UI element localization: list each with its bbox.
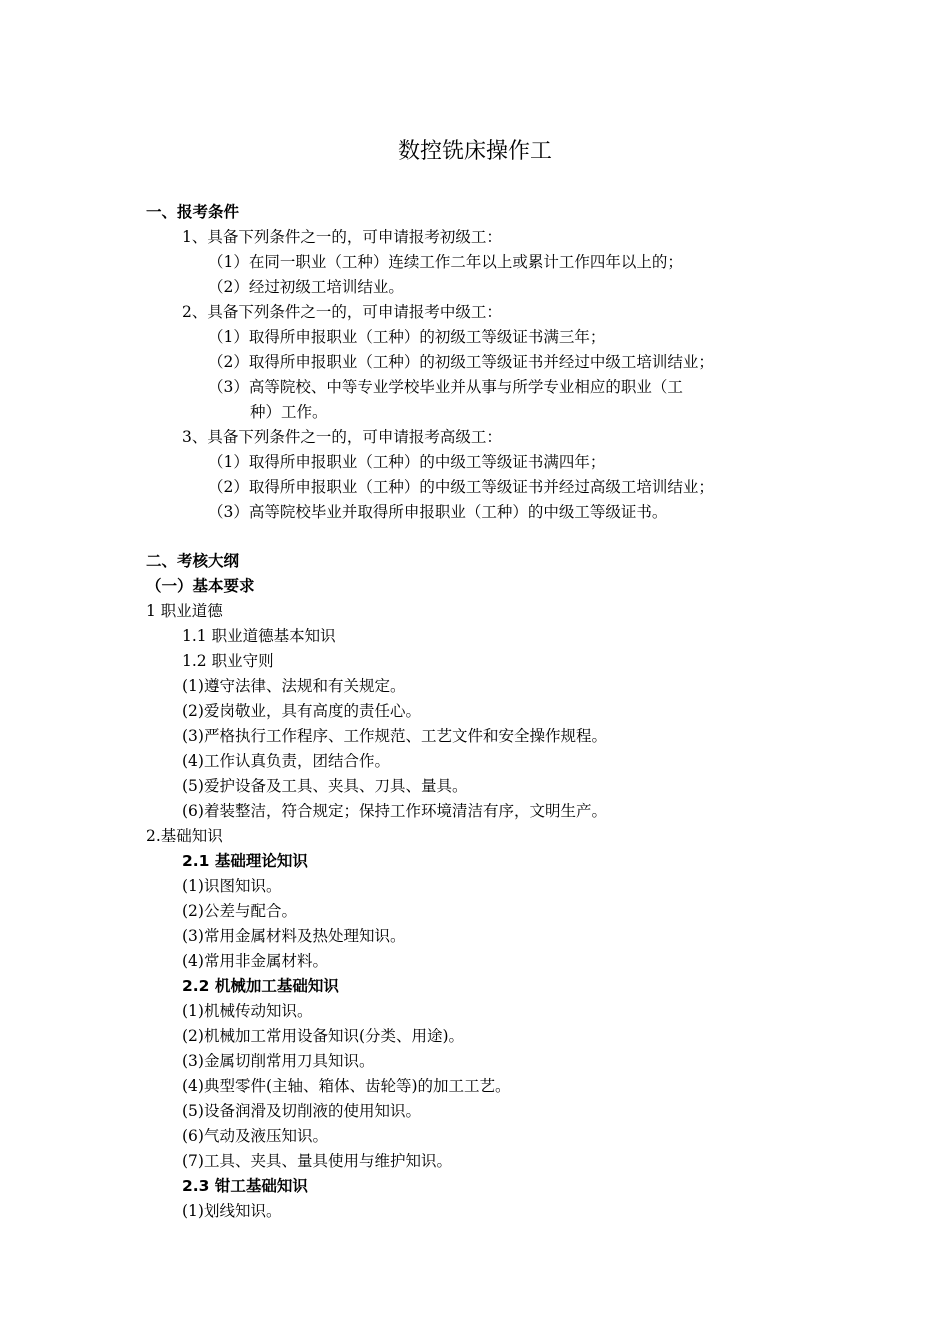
text-line: (3)金属切削常用刀具知识。 xyxy=(182,1052,375,1070)
text-line: 1.2 职业守则 xyxy=(182,652,274,670)
text-line: （2）取得所申报职业（工种）的初级工等级证书并经过中级工培训结业； xyxy=(208,353,714,371)
text-line: (2)公差与配合。 xyxy=(182,902,297,920)
section-heading: 二、考核大纲 xyxy=(146,552,240,570)
section-heading: 2.2 机械加工基础知识 xyxy=(182,977,339,995)
text-line: （3）高等院校毕业并取得所申报职业（工种）的中级工等级证书。 xyxy=(208,503,668,521)
text-line: （1）取得所申报职业（工种）的中级工等级证书满四年； xyxy=(208,453,606,471)
text-line: (1)划线知识。 xyxy=(182,1202,282,1220)
text-line: (5)爱护设备及工具、夹具、刀具、量具。 xyxy=(182,777,468,795)
section-heading: （一）基本要求 xyxy=(146,577,255,595)
text-line: (6)气动及液压知识。 xyxy=(182,1127,328,1145)
text-line: 2、具备下列条件之一的，可申请报考中级工： xyxy=(182,303,502,321)
text-line: （1）在同一职业（工种）连续工作二年以上或累计工作四年以上的； xyxy=(208,253,683,271)
text-line: 1.1 职业道德基本知识 xyxy=(182,627,336,645)
text-line: (4)常用非金属材料。 xyxy=(182,952,328,970)
text-line: (6)着装整洁，符合规定；保持工作环境清洁有序，文明生产。 xyxy=(182,802,607,820)
text-line: 3、具备下列条件之一的，可申请报考高级工： xyxy=(182,428,502,446)
text-line: 1 职业道德 xyxy=(146,602,223,620)
text-line: (7)工具、夹具、量具使用与维护知识。 xyxy=(182,1152,452,1170)
text-line: 2.基础知识 xyxy=(146,827,223,845)
text-line: (2)机械加工常用设备知识(分类、用途)。 xyxy=(182,1027,465,1045)
section-heading: 一、报考条件 xyxy=(146,203,240,221)
text-line: （3）高等院校、中等专业学校毕业并从事与所学专业相应的职业（工 xyxy=(208,378,683,396)
section-heading: 2.3 钳工基础知识 xyxy=(182,1177,308,1195)
text-line: （2）经过初级工培训结业。 xyxy=(208,278,404,296)
section-heading: 2.1 基础理论知识 xyxy=(182,852,308,870)
text-line: 种）工作。 xyxy=(250,403,328,421)
text-line: (1)遵守法律、法规和有关规定。 xyxy=(182,677,406,695)
text-line: (1)识图知识。 xyxy=(182,877,282,895)
text-line: (3)严格执行工作程序、工作规范、工艺文件和安全操作规程。 xyxy=(182,727,607,745)
document-title: 数控铣床操作工 xyxy=(397,139,552,164)
text-line: (4)典型零件(主轴、箱体、齿轮等)的加工工艺。 xyxy=(182,1077,511,1095)
text-line: (2)爱岗敬业，具有高度的责任心。 xyxy=(182,702,421,720)
text-line: (3)常用金属材料及热处理知识。 xyxy=(182,927,406,945)
text-line: （2）取得所申报职业（工种）的中级工等级证书并经过高级工培训结业； xyxy=(208,478,714,496)
text-line: (1)机械传动知识。 xyxy=(182,1002,313,1020)
text-line: (5)设备润滑及切削液的使用知识。 xyxy=(182,1102,421,1120)
text-line: 1、具备下列条件之一的，可申请报考初级工： xyxy=(182,228,502,246)
text-line: （1）取得所申报职业（工种）的初级工等级证书满三年； xyxy=(208,328,606,346)
text-line: (4)工作认真负责，团结合作。 xyxy=(182,752,390,770)
